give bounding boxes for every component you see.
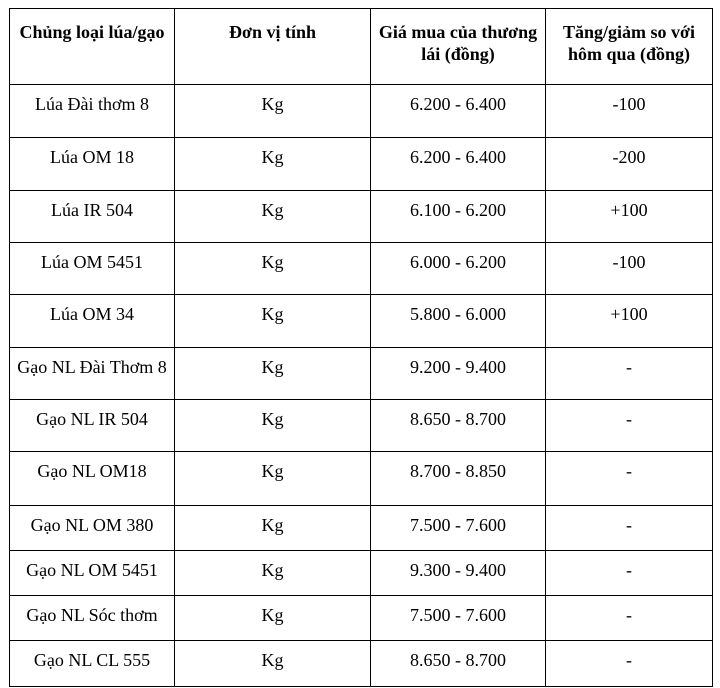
table-row	[10, 400, 713, 452]
header-row	[10, 9, 713, 85]
cell-rice-type: Gạo NL Đài Thơm 8	[10, 348, 175, 400]
cell-change: -	[546, 348, 713, 400]
cell-price: 8.700 - 8.850	[371, 452, 546, 506]
cell-change: -	[546, 506, 713, 551]
cell-unit: Kg	[175, 506, 371, 551]
cell-change: -	[546, 641, 713, 687]
table-row	[10, 551, 713, 596]
table-header	[10, 9, 713, 85]
cell-unit: Kg	[175, 138, 371, 191]
cell-unit: Kg	[175, 295, 371, 348]
table-row	[10, 452, 713, 506]
header-rice-type: Chủng loại lúa/gạo	[10, 9, 175, 85]
cell-rice-type: Lúa IR 504	[10, 191, 175, 243]
cell-rice-type: Lúa Đài thơm 8	[10, 85, 175, 138]
cell-rice-type: Gạo NL OM 380	[10, 506, 175, 551]
cell-unit: Kg	[175, 191, 371, 243]
cell-unit: Kg	[175, 551, 371, 596]
table-row	[10, 85, 713, 138]
cell-price: 6.000 - 6.200	[371, 243, 546, 295]
cell-price: 5.800 - 6.000	[371, 295, 546, 348]
cell-price: 9.200 - 9.400	[371, 348, 546, 400]
cell-rice-type: Gạo NL OM 5451	[10, 551, 175, 596]
cell-rice-type: Gạo NL OM18	[10, 452, 175, 506]
cell-change: +100	[546, 295, 713, 348]
cell-price: 6.100 - 6.200	[371, 191, 546, 243]
cell-unit: Kg	[175, 85, 371, 138]
cell-unit: Kg	[175, 348, 371, 400]
cell-change: -	[546, 551, 713, 596]
table-row	[10, 506, 713, 551]
table-row	[10, 641, 713, 687]
header-trader-price: Giá mua của thương lái (đồng)	[371, 9, 546, 85]
rice-price-table	[9, 8, 713, 687]
header-change: Tăng/giảm so với hôm qua (đồng)	[546, 9, 713, 85]
table-row	[10, 138, 713, 191]
cell-unit: Kg	[175, 243, 371, 295]
cell-unit: Kg	[175, 641, 371, 687]
table-body	[10, 85, 713, 687]
cell-rice-type: Gạo NL CL 555	[10, 641, 175, 687]
cell-price: 6.200 - 6.400	[371, 85, 546, 138]
cell-rice-type: Lúa OM 18	[10, 138, 175, 191]
cell-price: 8.650 - 8.700	[371, 400, 546, 452]
cell-price: 7.500 - 7.600	[371, 596, 546, 641]
table-row	[10, 596, 713, 641]
table-row	[10, 348, 713, 400]
cell-change: -	[546, 596, 713, 641]
table-row	[10, 295, 713, 348]
cell-change: -	[546, 452, 713, 506]
cell-price: 7.500 - 7.600	[371, 506, 546, 551]
cell-change: -100	[546, 243, 713, 295]
table-row	[10, 243, 713, 295]
cell-rice-type: Lúa OM 34	[10, 295, 175, 348]
cell-rice-type: Lúa OM 5451	[10, 243, 175, 295]
cell-rice-type: Gạo NL IR 504	[10, 400, 175, 452]
cell-change: -200	[546, 138, 713, 191]
header-unit: Đơn vị tính	[175, 9, 371, 85]
table-row	[10, 191, 713, 243]
cell-change: -100	[546, 85, 713, 138]
cell-unit: Kg	[175, 452, 371, 506]
cell-change: +100	[546, 191, 713, 243]
cell-unit: Kg	[175, 400, 371, 452]
cell-price: 8.650 - 8.700	[371, 641, 546, 687]
cell-rice-type: Gạo NL Sóc thơm	[10, 596, 175, 641]
cell-unit: Kg	[175, 596, 371, 641]
cell-price: 6.200 - 6.400	[371, 138, 546, 191]
cell-change: -	[546, 400, 713, 452]
cell-price: 9.300 - 9.400	[371, 551, 546, 596]
